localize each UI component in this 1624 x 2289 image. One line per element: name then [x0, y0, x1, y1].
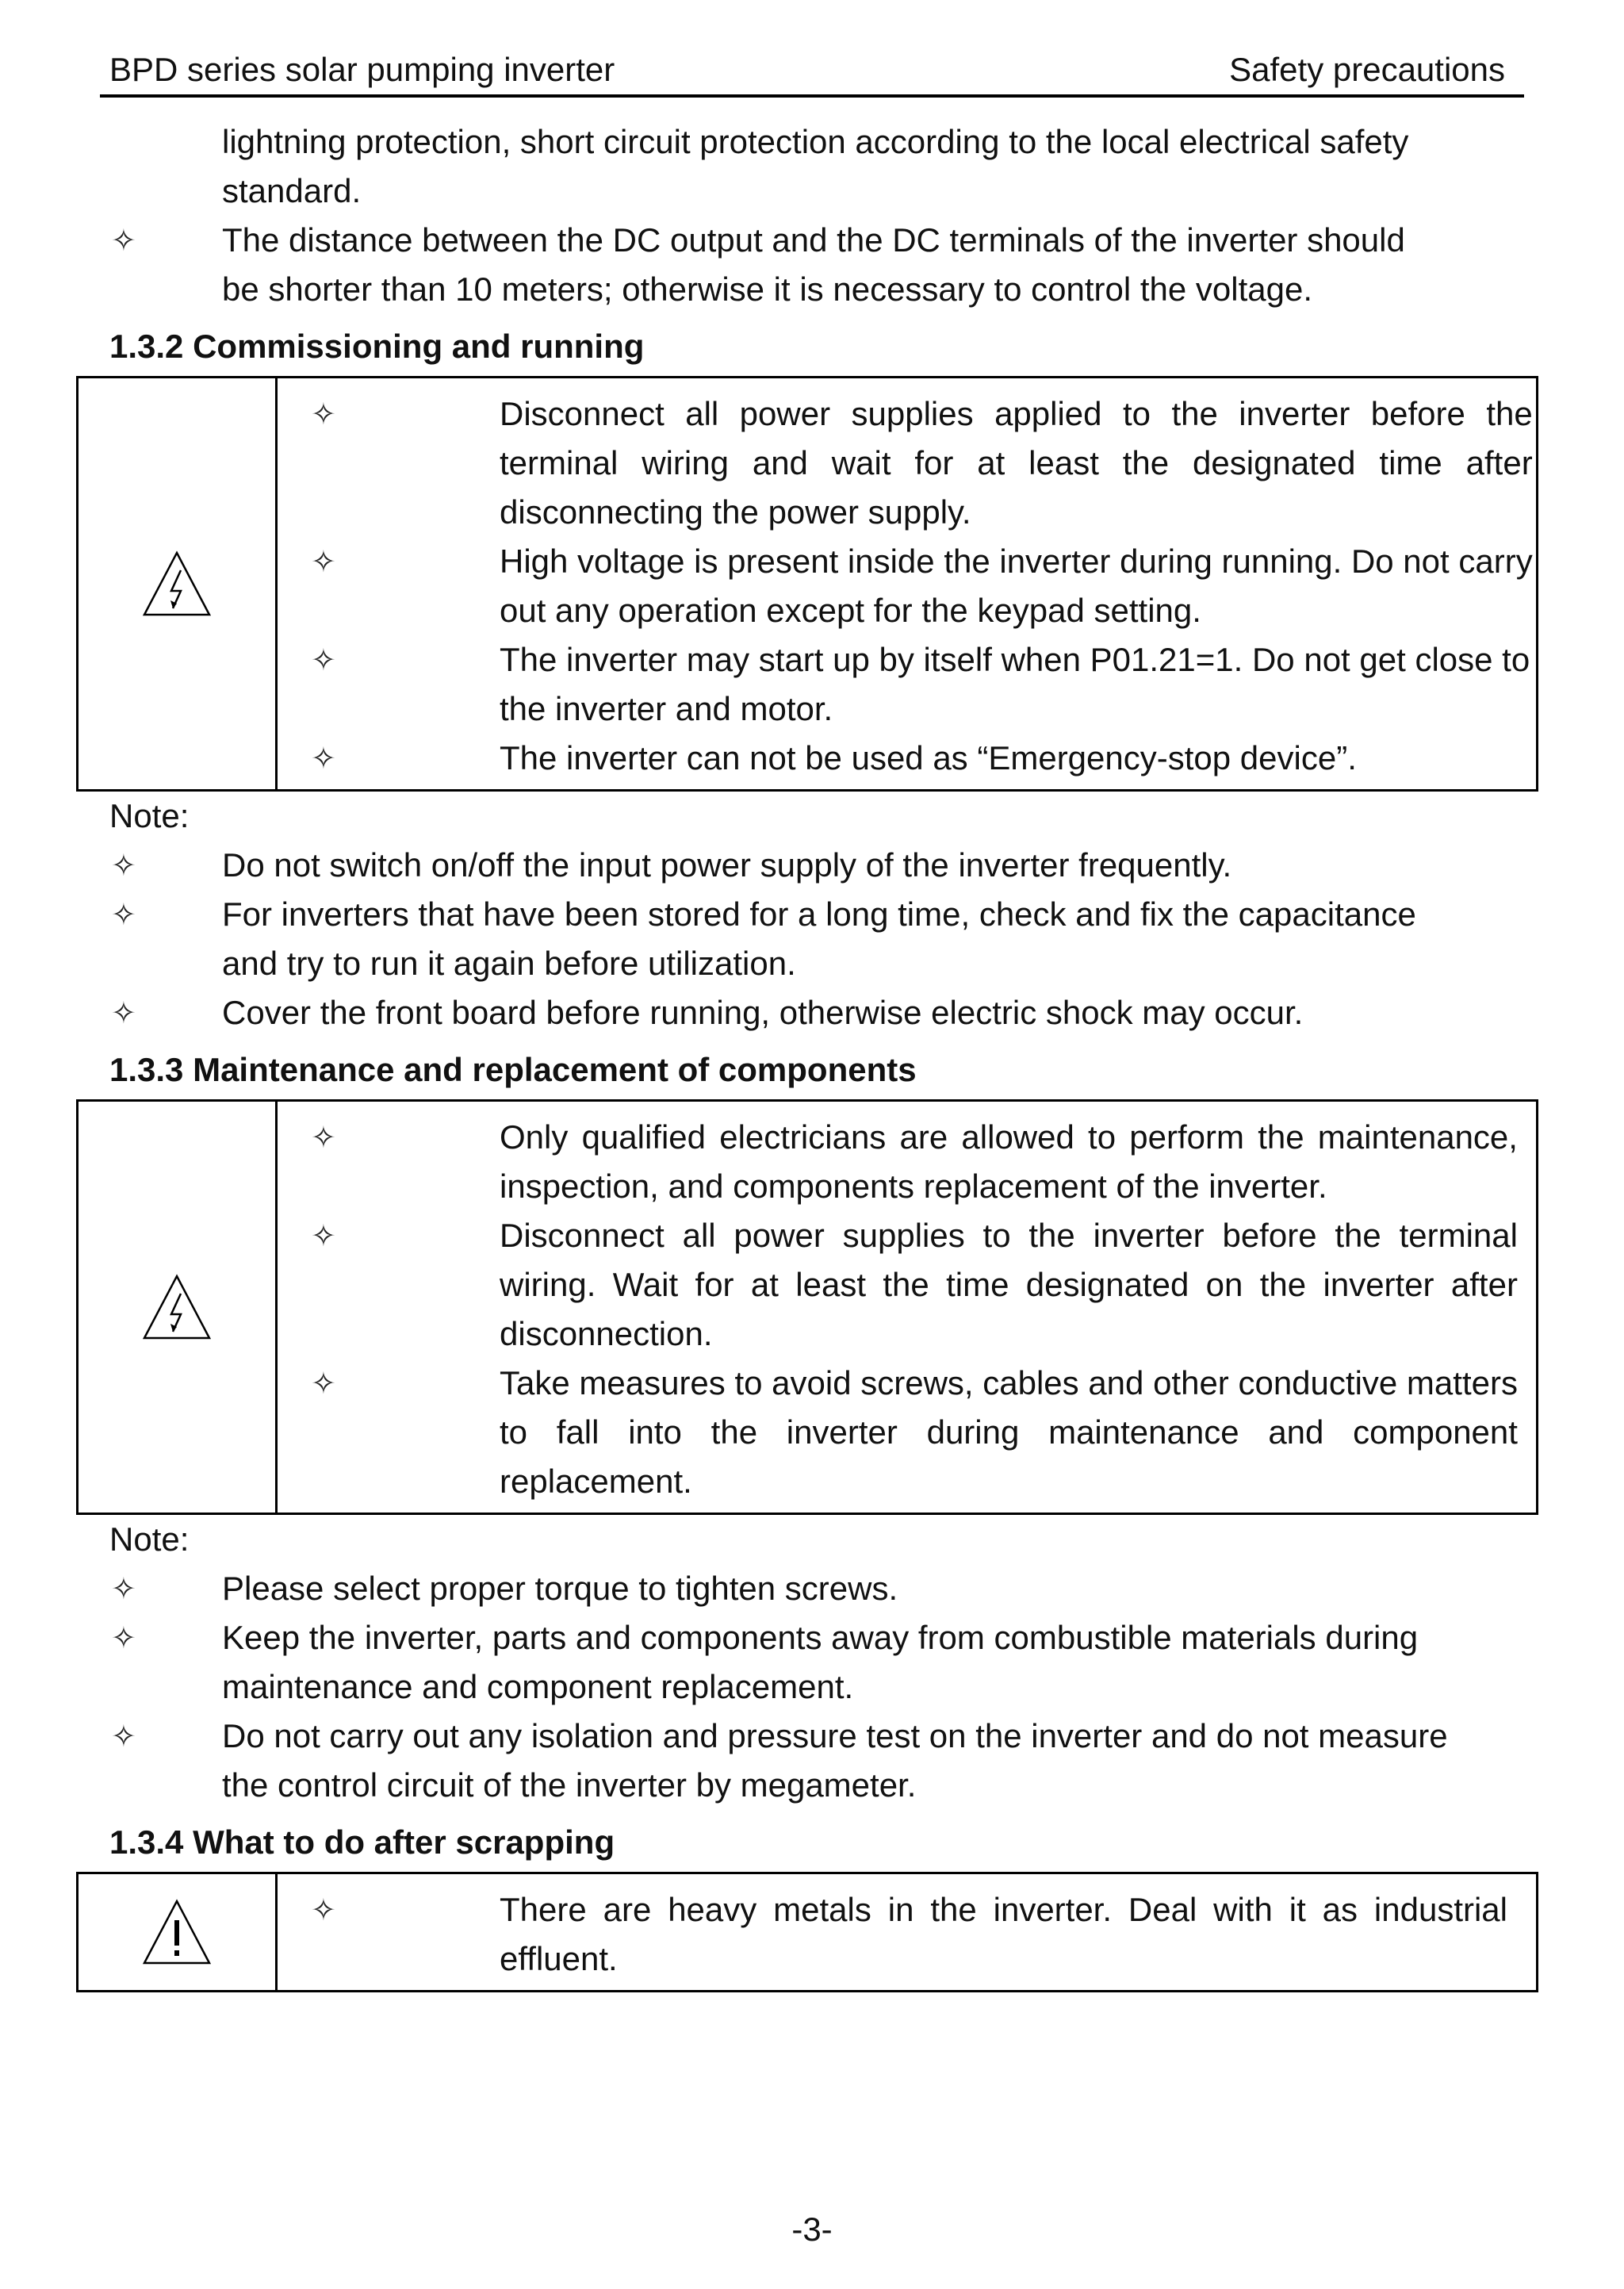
note-item: [0, 1564, 1624, 1613]
warning-item: [278, 1359, 1518, 1506]
warning-line: disconnecting the power supply.: [500, 493, 971, 531]
warning-line: replacement.: [500, 1463, 692, 1500]
note-text: Do not carry out any isolation and pressure test on the inverter and do not measure: [222, 1717, 1448, 1754]
note-text: For inverters that have been stored for a long time, check and fix the capacitance: [222, 895, 1416, 933]
warning-line: wiring. Wait for at least the time designated on the inverter after: [500, 1266, 1518, 1303]
page-number: -3-: [791, 2210, 833, 2248]
bullet-diamond-icon: ✧: [311, 1892, 336, 1927]
warning-line: disconnection.: [500, 1315, 713, 1352]
header-title: BPD series solar pumping inverter: [109, 51, 615, 88]
warning-line: out any operation except for the keypad setting.: [500, 592, 1201, 629]
warning-line: The inverter can not be used as “Emergency-stop device”.: [500, 739, 1357, 776]
warning-line: There are heavy metals in the inverter. Deal with it as industrial: [500, 1891, 1507, 1928]
bullet-diamond-icon: ✧: [311, 1366, 336, 1401]
warning-line: the inverter and motor.: [500, 690, 833, 727]
warning-item: [278, 1885, 1507, 1984]
bullet-diamond-icon: ✧: [311, 741, 336, 776]
warning-line: The inverter may start up by itself when P01.21=1. Do not get close to: [500, 641, 1530, 678]
bullet-diamond-icon: ✧: [111, 1620, 136, 1655]
warning-icon-cell: [79, 378, 278, 789]
note-cont-line: the control circuit of the inverter by megameter.: [222, 1766, 917, 1804]
warning-line: Only qualified electricians are allowed to perform the maintenance,: [500, 1118, 1518, 1156]
warning-line: effluent.: [500, 1940, 618, 1977]
bullet-diamond-icon: ✧: [111, 1571, 136, 1606]
warning-item: [278, 537, 1533, 635]
bullet-diamond-icon: ✧: [111, 1719, 136, 1754]
bullet-text: The distance between the DC output and the DC terminals of the inverter should: [222, 221, 1405, 259]
note-text: Keep the inverter, parts and components away from combustible materials during: [222, 1619, 1419, 1656]
note-item: [0, 1712, 1624, 1761]
section-heading-1-3-4: 1.3.4 What to do after scrapping: [109, 1823, 615, 1861]
note-label: Note:: [109, 797, 190, 834]
warning-icon-cell: [79, 1102, 278, 1513]
section-heading-1-3-3: 1.3.3 Maintenance and replacement of components: [109, 1051, 917, 1088]
intro-cont-line: lightning protection, short circuit protection according to the local electrical safety: [222, 123, 1409, 160]
bullet-diamond-icon: ✧: [111, 223, 136, 258]
warning-item: [278, 1211, 1518, 1359]
bullet-diamond-icon: ✧: [311, 397, 336, 431]
warning-line: terminal wiring and wait for at least the designated time after: [500, 444, 1533, 481]
intro-cont-line: standard.: [222, 172, 362, 209]
bullet-diamond-icon: ✧: [311, 1120, 336, 1155]
warning-line: High voltage is present inside the inverter during running. Do not carry: [500, 543, 1533, 580]
note-item: [0, 1613, 1624, 1662]
section-heading-1-3-2: 1.3.2 Commissioning and running: [109, 328, 645, 365]
warning-list: [278, 378, 1561, 789]
bullet-diamond-icon: ✧: [111, 995, 136, 1030]
note-item: [0, 988, 1624, 1037]
page-header: [100, 46, 1524, 94]
note-item: [0, 890, 1624, 939]
warning-icon-cell: [79, 1874, 278, 1990]
intro-bullet: [0, 216, 1624, 265]
note-item: [0, 841, 1624, 890]
note-text: Please select proper torque to tighten screws.: [222, 1570, 898, 1607]
warning-list: [278, 1102, 1546, 1513]
warning-line: to fall into the inverter during maintenance and component: [500, 1413, 1518, 1451]
general-warning-icon: [141, 1896, 213, 1968]
header-section: Safety precautions: [1229, 51, 1505, 88]
bullet-diamond-icon: ✧: [311, 642, 336, 677]
bullet-diamond-icon: ✧: [311, 1218, 336, 1253]
note-cont-line: and try to run it again before utilization.: [222, 945, 796, 982]
warning-list: [278, 1874, 1536, 1990]
warning-line: Disconnect all power supplies to the inverter before the terminal: [500, 1217, 1518, 1254]
page-content: [0, 117, 1624, 1992]
warning-box-maintenance: [76, 1099, 1538, 1515]
electric-hazard-icon: [141, 1271, 213, 1343]
warning-box-scrapping: [76, 1872, 1538, 1992]
bullet-diamond-icon: ✧: [311, 544, 336, 579]
note-cont-line: maintenance and component replacement.: [222, 1668, 854, 1705]
intro-bullet-cont: be shorter than 10 meters; otherwise it is necessary to control the voltage.: [222, 270, 1313, 308]
bullet-diamond-icon: ✧: [111, 897, 136, 932]
warning-line: inspection, and components replacement of the inverter.: [500, 1168, 1327, 1205]
header-rule: [100, 94, 1524, 98]
note-label: Note:: [109, 1520, 190, 1558]
electric-hazard-icon: [141, 548, 213, 619]
warning-line: Take measures to avoid screws, cables and other conductive matters: [500, 1364, 1518, 1401]
warning-item: [278, 635, 1533, 734]
warning-box-commissioning: [76, 376, 1538, 792]
bullet-diamond-icon: ✧: [111, 848, 136, 883]
note-text: Cover the front board before running, otherwise electric shock may occur.: [222, 994, 1304, 1031]
warning-item: [278, 734, 1533, 783]
warning-item: [278, 389, 1533, 537]
warning-line: Disconnect all power supplies applied to the inverter before the: [500, 395, 1533, 432]
warning-item: [278, 1113, 1518, 1211]
note-text: Do not switch on/off the input power supply of the inverter frequently.: [222, 846, 1232, 884]
